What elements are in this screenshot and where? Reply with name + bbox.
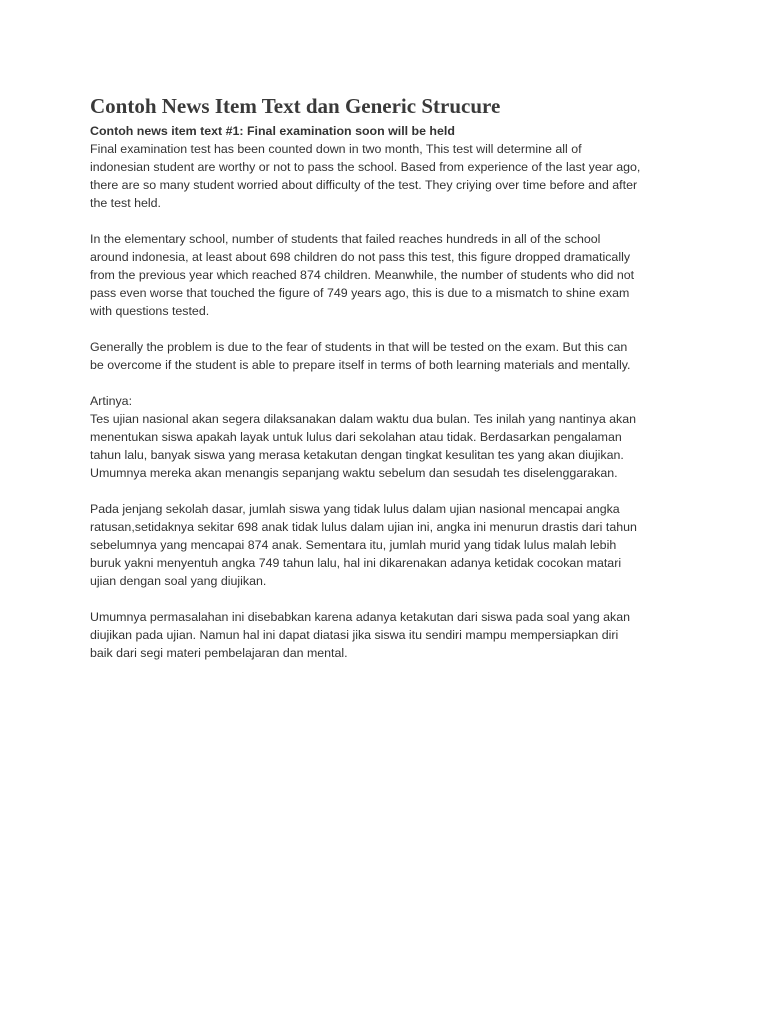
paragraph-line: around indonesia, at least about 698 children do not pass this test, this figure dropped dramatically [90, 250, 631, 264]
paragraph-line: Final examination test has been counted down in two month, This test will determine all of [90, 142, 582, 156]
paragraph [90, 392, 690, 482]
paragraph-line: indonesian student are worthy or not to pass the school. Based from experience of the last year ago, [90, 160, 641, 174]
paragraph-line: pass even worse that touched the figure of 749 years ago, this is due to a mismatch to shine exam [90, 286, 630, 300]
document-title: Contoh News Item Text dan Generic Strucure [90, 94, 501, 118]
paragraph-line: there are so many student worried about difficulty of the test. They criying over time before and after [90, 178, 638, 192]
paragraph-line: Pada jenjang sekolah dasar, jumlah siswa yang tidak lulus dalam ujian nasional mencapai angka [90, 502, 620, 516]
paragraph-line: the test held. [90, 196, 161, 210]
paragraph [90, 338, 690, 374]
paragraph-line: Artinya: [90, 394, 133, 408]
paragraph-line: diujikan pada ujian. Namun hal ini dapat diatasi jika siswa itu sendiri mampu mempersiapkan diri [90, 628, 619, 642]
paragraph-line: Umumnya mereka akan menangis sepanjang waktu sebelum dan sesudah tes diselenggarakan. [90, 466, 618, 480]
paragraph-line: ratusan,setidaknya sekitar 698 anak tidak lulus dalam ujian ini, angka ini menurun drastis dari tahun [90, 520, 637, 534]
paragraph-list [90, 140, 690, 662]
document-body [90, 122, 690, 680]
article-subheading: Contoh news item text #1: Final examination soon will be held [90, 124, 455, 138]
paragraph [90, 140, 690, 212]
paragraph-line: buruk yakni menyentuh angka 749 tahun lalu, hal ini dikarenakan adanya ketidak cocokan matari [90, 556, 622, 570]
paragraph [90, 500, 690, 590]
paragraph-line: with questions tested. [90, 304, 210, 318]
paragraph [90, 230, 690, 320]
paragraph-line: Umumnya permasalahan ini disebabkan karena adanya ketakutan dari siswa pada soal yang akan [90, 610, 631, 624]
paragraph-line: menentukan siswa apakah layak untuk lulus dari sekolahan atau tidak. Berdasarkan pengalaman [90, 430, 622, 444]
paragraph-line: Tes ujian nasional akan segera dilaksanakan dalam waktu dua bulan. Tes inilah yang nantinya akan [90, 412, 637, 426]
paragraph-line: tahun lalu, banyak siswa yang merasa ketakutan dengan tingkat kesulitan tes yang akan diujikan. [90, 448, 624, 462]
paragraph-line: baik dari segi materi pembelajaran dan mental. [90, 646, 348, 660]
paragraph-line: from the previous year which reached 874 children. Meanwhile, the number of students who did not [90, 268, 635, 282]
paragraph-line: sebelumnya yang mencapai 874 anak. Sementara itu, jumlah murid yang tidak lulus malah lebih [90, 538, 617, 552]
paragraph-line: ujian dengan soal yang diujikan. [90, 574, 267, 588]
paragraph-line: In the elementary school, number of students that failed reaches hundreds in all of the school [90, 232, 601, 246]
paragraph [90, 608, 690, 662]
paragraph-line: Generally the problem is due to the fear of students in that will be tested on the exam. But this can [90, 340, 628, 354]
paragraph-line: be overcome if the student is able to prepare itself in terms of both learning materials and mentally. [90, 358, 631, 372]
